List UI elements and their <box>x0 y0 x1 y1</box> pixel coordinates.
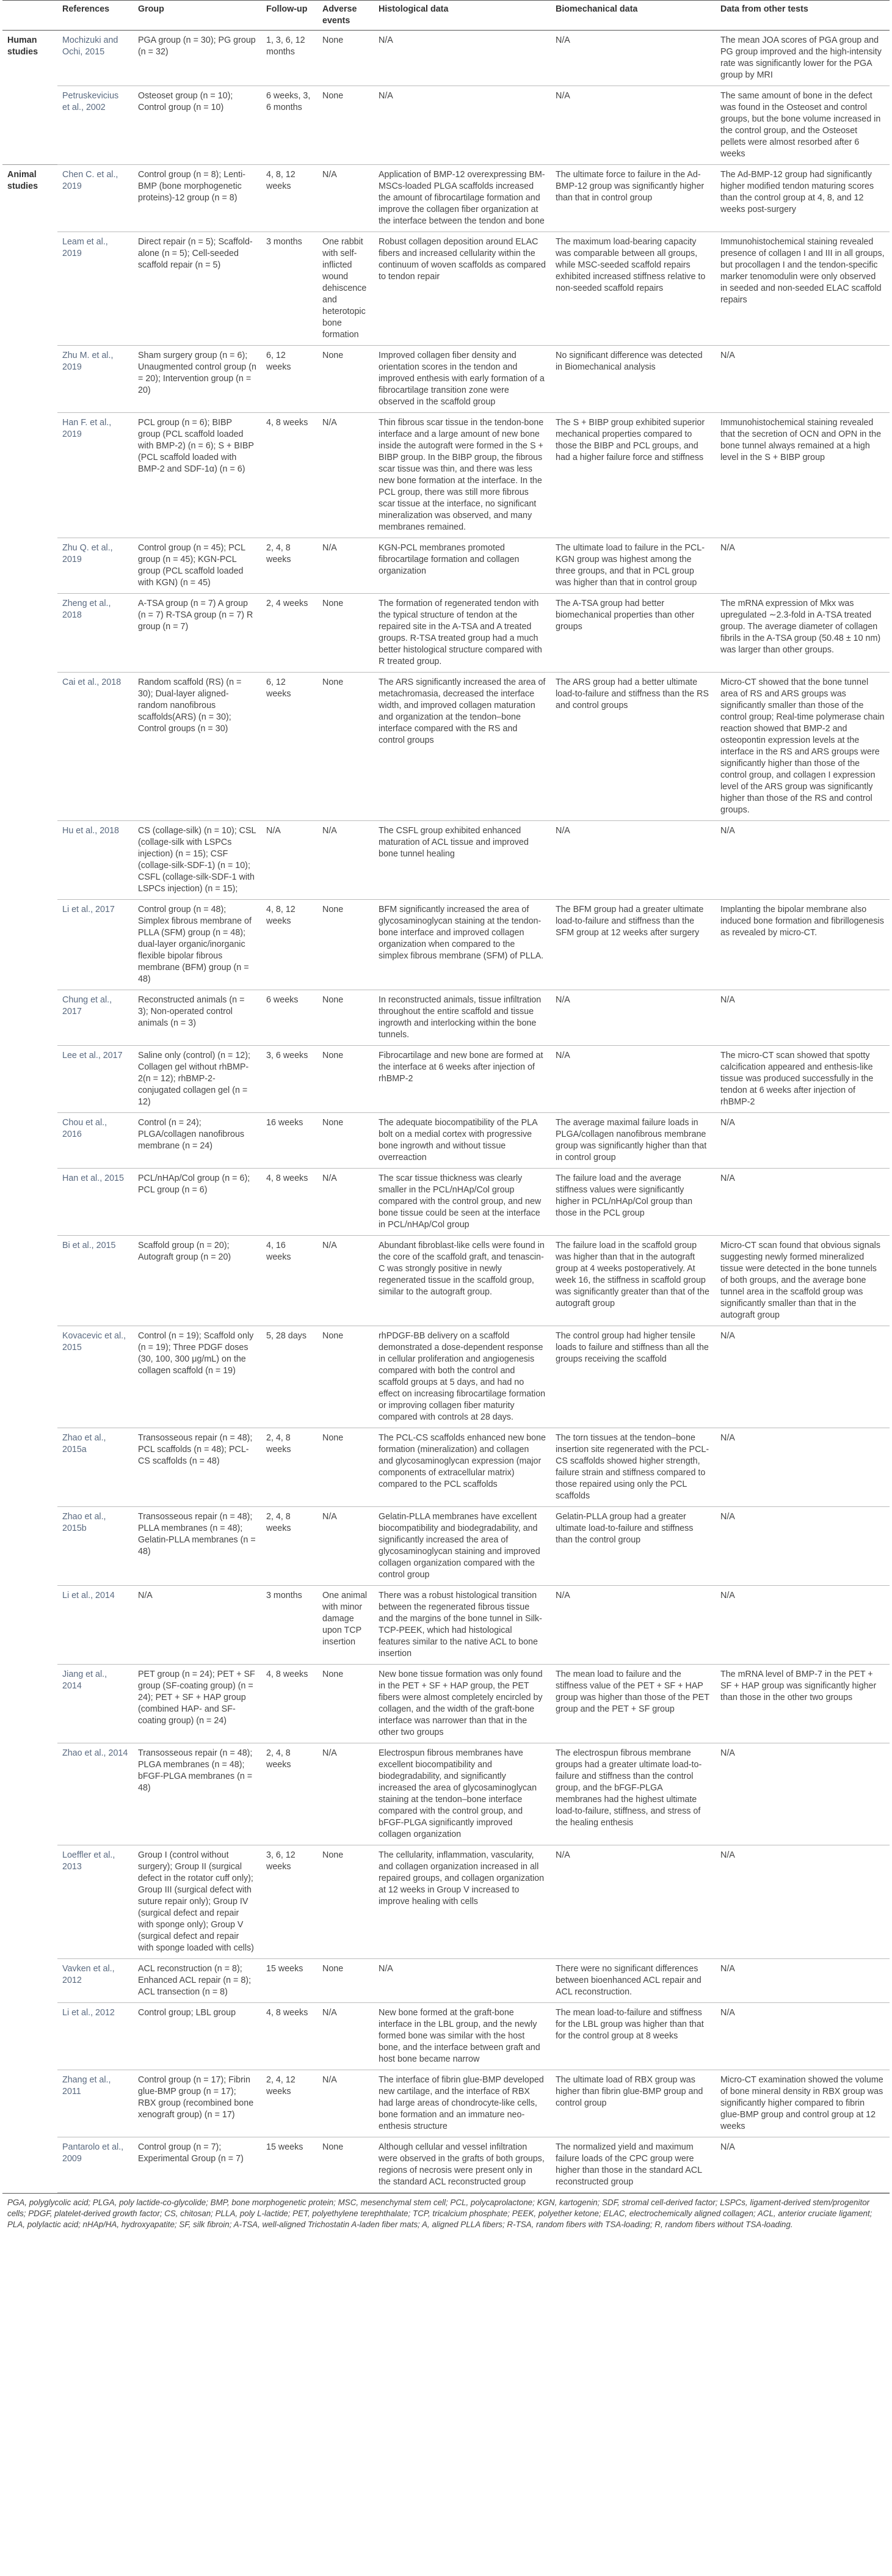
cell-reference[interactable]: Mochizuki and Ochi, 2015 <box>57 31 133 86</box>
cell-group: PGA group (n = 30); PG group (n = 32) <box>133 31 261 86</box>
cell-adverse-events: None <box>317 346 374 413</box>
cell-histological: Abundant fibroblast-like cells were found in the core of the scaffold graft, and tenascin-C was strongly positive in newly regenerated tissue in the scaffold group, similar to the autograft group. <box>374 1236 551 1326</box>
cell-group: Control (n = 24); PLGA/collagen nanofibrous membrane (n = 24) <box>133 1113 261 1169</box>
cell-adverse-events: None <box>317 1665 374 1743</box>
cell-group: PCL/nHAp/Col group (n = 6); PCL group (n = 6) <box>133 1169 261 1236</box>
cell-follow-up: 3, 6 weeks <box>261 1046 317 1113</box>
cell-adverse-events: None <box>317 1959 374 2003</box>
cell-adverse-events: N/A <box>317 1743 374 1845</box>
cell-reference[interactable]: Li et al., 2017 <box>57 900 133 990</box>
cell-histological: BFM significantly increased the area of glycosaminoglycan staining at the tendon-bone interface and improved collagen organization when compared to the simplex fibrous membrane (SFM) of PLLA. <box>374 900 551 990</box>
cell-group: Random scaffold (RS) (n = 30); Dual-layer aligned-random nanofibrous scaffolds(ARS) (n = 30); Control groups (n = 30) <box>133 673 261 821</box>
cell-adverse-events: None <box>317 2137 374 2193</box>
section-category <box>2 2137 57 2193</box>
cell-other-tests: N/A <box>716 1169 890 1236</box>
cell-group: CS (collage-silk) (n = 10); CSL (collage-silk with LSPCs injection) (n = 15); CSF (collage-silk-SDF-1) (n = 10); CSFL (collage-silk-SDF-1 with LSPCs injection) (n = 15); <box>133 821 261 900</box>
cell-other-tests: N/A <box>716 1743 890 1845</box>
section-category <box>2 413 57 538</box>
section-category <box>2 1236 57 1326</box>
cell-adverse-events: One rabbit with self-inflicted wound dehiscence and heterotopic bone formation <box>317 232 374 346</box>
cell-biomechanical: N/A <box>551 1586 716 1665</box>
cell-other-tests: The mRNA expression of Mkx was upregulated ∼2.3-fold in A-TSA treated group. The average diameter of collagen fibrils in the A-TSA group (50.48 ± 10 nm) was larger than other groups. <box>716 594 890 673</box>
section-category <box>2 673 57 821</box>
cell-follow-up: 4, 8 weeks <box>261 1169 317 1236</box>
cell-other-tests: N/A <box>716 2137 890 2193</box>
cell-other-tests: Implanting the bipolar membrane also induced bone formation and fibrillogenesis as revealed by micro-CT. <box>716 900 890 990</box>
cell-adverse-events: None <box>317 1428 374 1507</box>
cell-group: Control group (n = 48); Simplex fibrous membrane of PLLA (SFM) group (n = 48); dual-layer organic/inorganic flexible bipolar fibrous membrane (BFM) group (n = 48) <box>133 900 261 990</box>
cell-follow-up: 4, 8 weeks <box>261 413 317 538</box>
table-row <box>2 990 890 1046</box>
cell-histological: rhPDGF-BB delivery on a scaffold demonstrated a dose-dependent response in cellular proliferation and angiogenesis compared with both the control and scaffold groups at 5 days, and had no effect on increasing fibrocartilage formation or improving collagen fiber maturity compared with controls at 28 days. <box>374 1326 551 1428</box>
cell-follow-up: 1, 3, 6, 12 months <box>261 31 317 86</box>
cell-follow-up: 2, 4, 12 weeks <box>261 2070 317 2137</box>
cell-reference[interactable]: Chou et al., 2016 <box>57 1113 133 1169</box>
cell-histological: The CSFL group exhibited enhanced maturation of ACL tissue and improved bone tunnel healing <box>374 821 551 900</box>
table-row <box>2 232 890 346</box>
cell-group: Saline only (control) (n = 12); Collagen gel without rhBMP-2(n = 12); rhBMP-2-conjugated collagen gel (n = 12) <box>133 1046 261 1113</box>
cell-follow-up: 4, 8, 12 weeks <box>261 165 317 232</box>
header-adverse-events: Adverse events <box>317 1 374 31</box>
cell-follow-up: 15 weeks <box>261 1959 317 2003</box>
table-row <box>2 900 890 990</box>
cell-other-tests: N/A <box>716 990 890 1046</box>
cell-reference[interactable]: Han et al., 2015 <box>57 1169 133 1236</box>
cell-histological: The cellularity, inflammation, vascularity, and collagen organization increased in all repaired groups, and collagen organization at 12 weeks in Group V increased to improve healing with cells <box>374 1845 551 1959</box>
table-row <box>2 2137 890 2193</box>
evidence-table <box>2 0 890 2193</box>
cell-reference[interactable]: Zhu Q. et al., 2019 <box>57 538 133 594</box>
cell-reference[interactable]: Vavken et al., 2012 <box>57 1959 133 2003</box>
cell-adverse-events: N/A <box>317 1507 374 1586</box>
cell-reference[interactable]: Petruskevicius et al., 2002 <box>57 86 133 165</box>
cell-biomechanical: The torn tissues at the tendon–bone insertion site regenerated with the PCL-CS scaffolds showed higher strength, failure strain and stiffness compared to those repaired using only the PCL scaffolds <box>551 1428 716 1507</box>
cell-group: Transosseous repair (n = 48); PCL scaffolds (n = 48); PCL-CS scaffolds (n = 48) <box>133 1428 261 1507</box>
cell-group: PCL group (n = 6); BIBP group (PCL scaffold loaded with BMP-2) (n = 6); S + BIBP (PCL scaffold loaded with BMP-2 and SDF-1α) (n = 6) <box>133 413 261 538</box>
table-row <box>2 1845 890 1959</box>
cell-biomechanical: N/A <box>551 821 716 900</box>
cell-follow-up: 4, 8 weeks <box>261 2003 317 2070</box>
cell-histological: Application of BMP-12 overexpressing BM-MSCs-loaded PLGA scaffolds increased the amount of fibrocartilage formation and improve the collagen fiber organization at the interface between the tendon and bone <box>374 165 551 232</box>
table-row <box>2 31 890 86</box>
cell-biomechanical: The maximum load-bearing capacity was comparable between all groups, while MSC-seeded scaffold repairs exhibited increased stiffness relative to non-seeded scaffold repairs <box>551 232 716 346</box>
cell-adverse-events: None <box>317 86 374 165</box>
table-row <box>2 673 890 821</box>
cell-group: Direct repair (n = 5); Scaffold-alone (n = 5); Cell-seeded scaffold repair (n = 5) <box>133 232 261 346</box>
table-row <box>2 2070 890 2137</box>
cell-histological: Fibrocartilage and new bone are formed at the interface at 6 weeks after injection of rhBMP-2 <box>374 1046 551 1113</box>
cell-follow-up: 4, 8, 12 weeks <box>261 900 317 990</box>
cell-reference[interactable]: Pantarolo et al., 2009 <box>57 2137 133 2193</box>
table-row <box>2 1665 890 1743</box>
cell-biomechanical: N/A <box>551 1046 716 1113</box>
cell-histological: The scar tissue thickness was clearly smaller in the PCL/nHAp/Col group compared with the control group, and new bone tissue could be seen at the interface in PCL/nHAp/Col group <box>374 1169 551 1236</box>
cell-biomechanical: No significant difference was detected in Biomechanical analysis <box>551 346 716 413</box>
cell-adverse-events: N/A <box>317 821 374 900</box>
cell-reference[interactable]: Zhao et al., 2015a <box>57 1428 133 1507</box>
cell-histological: The formation of regenerated tendon with the typical structure of tendon at the repaired site in the A-TSA and A treated groups. R-TSA treated group had a much better histological structure compared with R treated group. <box>374 594 551 673</box>
section-category <box>2 1326 57 1428</box>
cell-reference[interactable]: Kovacevic et al., 2015 <box>57 1326 133 1428</box>
header-references: References <box>57 1 133 31</box>
cell-other-tests: N/A <box>716 1326 890 1428</box>
table-row <box>2 1586 890 1665</box>
cell-histological: The adequate biocompatibility of the PLA bolt on a medial cortex with progressive bone ingrowth and without tissue overreaction <box>374 1113 551 1169</box>
section-category <box>2 1507 57 1586</box>
cell-other-tests: The mean JOA scores of PGA group and PG group improved and the high-intensity rate was significantly lower for the PGA group by MRI <box>716 31 890 86</box>
cell-biomechanical: N/A <box>551 31 716 86</box>
cell-follow-up: 3, 6, 12 weeks <box>261 1845 317 1959</box>
cell-adverse-events: N/A <box>317 2003 374 2070</box>
cell-follow-up: 3 months <box>261 232 317 346</box>
cell-biomechanical: The BFM group had a greater ultimate load-to-failure and stiffness than the SFM group at 12 weeks after surgery <box>551 900 716 990</box>
cell-biomechanical: The failure load in the scaffold group was higher than that in the autograft group at 4 weeks postoperatively. At week 16, the stiffness in scaffold group was significantly greater than that of the autograft group <box>551 1236 716 1326</box>
section-category <box>2 1428 57 1507</box>
cell-histological: There was a robust histological transition between the regenerated fibrous tissue and the margins of the bone tunnel in Silk-TCP-PEEK, which had histological features similar to the native ACL to bone insertion <box>374 1586 551 1665</box>
section-category <box>2 1845 57 1959</box>
cell-histological: The ARS significantly increased the area of metachromasia, decreased the interface width, and improved collagen maturation and organization at the tendon–bone interface compared with the RS and control groups <box>374 673 551 821</box>
section-category <box>2 1046 57 1113</box>
section-category <box>2 346 57 413</box>
cell-reference[interactable]: Loeffler et al., 2013 <box>57 1845 133 1959</box>
section-category <box>2 232 57 346</box>
cell-histological: Robust collagen deposition around ELAC fibers and increased cellularity within the continuum of woven scaffolds as compared to tendon repair <box>374 232 551 346</box>
cell-biomechanical: The ARS group had a better ultimate load-to-failure and stiffness than the RS and control groups <box>551 673 716 821</box>
section-category <box>2 900 57 990</box>
cell-reference[interactable]: Jiang et al., 2014 <box>57 1665 133 1743</box>
cell-group: A-TSA group (n = 7) A group (n = 7) R-TSA group (n = 7) R group (n = 7) <box>133 594 261 673</box>
section-category <box>2 1743 57 1845</box>
section-category <box>2 1959 57 2003</box>
header-category <box>2 1 57 31</box>
cell-other-tests: The Ad-BMP-12 group had significantly higher modified tendon maturing scores than the control group at 4, 8, and 12 weeks post-surgery <box>716 165 890 232</box>
cell-biomechanical: The mean load to failure and the stiffness value of the PET + SF + HAP group was higher than those of the PET group and the PET + SF group <box>551 1665 716 1743</box>
cell-adverse-events: N/A <box>317 1169 374 1236</box>
table-row <box>2 1326 890 1428</box>
cell-biomechanical: The mean load-to-failure and stiffness for the LBL group was higher than that for the control group at 8 weeks <box>551 2003 716 2070</box>
cell-histological: Electrospun fibrous membranes have excellent biocompatibility and biodegradability, and significantly increased the area of glycosaminoglycan staining at the tendon–bone interface compared with the control group, and bFGF-PLGA significantly improved collagen organization <box>374 1743 551 1845</box>
section-category: Animal studies <box>2 165 57 232</box>
cell-follow-up: N/A <box>261 821 317 900</box>
cell-biomechanical: N/A <box>551 1845 716 1959</box>
cell-biomechanical: The normalized yield and maximum failure loads of the CPC group were higher than those in the standard ACL reconstructed group <box>551 2137 716 2193</box>
cell-other-tests: The mRNA level of BMP-7 in the PET + SF + HAP group was significantly higher than those in the other two groups <box>716 1665 890 1743</box>
section-category <box>2 821 57 900</box>
cell-other-tests: The same amount of bone in the defect was found in the Osteoset and control groups, but the bone volume increased in the control group, and the Osteoset pellets were almost resorbed after 6 weeks <box>716 86 890 165</box>
cell-group: Transosseous repair (n = 48); PLLA membranes (n = 48); Gelatin-PLLA membranes (n = 48) <box>133 1507 261 1586</box>
cell-biomechanical: N/A <box>551 990 716 1046</box>
section-category <box>2 86 57 165</box>
table-row <box>2 1507 890 1586</box>
cell-biomechanical: The A-TSA group had better biomechanical properties than other groups <box>551 594 716 673</box>
header-biomechanical-data: Biomechanical data <box>551 1 716 31</box>
cell-reference[interactable]: Chen C. et al., 2019 <box>57 165 133 232</box>
cell-follow-up: 3 months <box>261 1586 317 1665</box>
table-row <box>2 1428 890 1507</box>
table-row <box>2 821 890 900</box>
cell-other-tests: Immunohistochemical staining revealed that the secretion of OCN and OPN in the bone tunnel always remained at a high level in the S + BIBP group <box>716 413 890 538</box>
cell-follow-up: 6 weeks <box>261 990 317 1046</box>
cell-group: Sham surgery group (n = 6); Unaugmented control group (n = 20); Intervention group (n = 20) <box>133 346 261 413</box>
cell-adverse-events: None <box>317 31 374 86</box>
cell-biomechanical: The ultimate force to failure in the Ad-BMP-12 group was significantly higher than that in control group <box>551 165 716 232</box>
cell-histological: New bone formed at the graft-bone interface in the LBL group, and the newly formed bone was similar with the host bone, and the interface between graft and host bone became narrow <box>374 2003 551 2070</box>
table-row <box>2 346 890 413</box>
cell-group: Scaffold group (n = 20); Autograft group (n = 20) <box>133 1236 261 1326</box>
cell-histological: Improved collagen fiber density and orientation scores in the tendon and improved enthesis with early formation of a fibrocartilage transition zone were observed in the scaffold group <box>374 346 551 413</box>
table-row <box>2 594 890 673</box>
cell-reference[interactable]: Hu et al., 2018 <box>57 821 133 900</box>
cell-histological: Although cellular and vessel infiltration were observed in the grafts of both groups, regions of necrosis were present only in the standard ACL reconstructed group <box>374 2137 551 2193</box>
cell-follow-up: 2, 4, 8 weeks <box>261 1428 317 1507</box>
cell-group: Control (n = 19); Scaffold only (n = 19); Three PDGF doses (30, 100, 300 μg/mL) on the collagen scaffold (n = 19) <box>133 1326 261 1428</box>
cell-group: Control group (n = 8); Lenti-BMP (bone morphogenetic proteins)-12 group (n = 8) <box>133 165 261 232</box>
cell-adverse-events: N/A <box>317 413 374 538</box>
cell-biomechanical: Gelatin-PLLA group had a greater ultimate load-to-failure and stiffness than the control group <box>551 1507 716 1586</box>
cell-biomechanical: The S + BIBP group exhibited superior mechanical properties compared to those the BIBP and PCL groups, and had a higher failure force and stiffness <box>551 413 716 538</box>
cell-other-tests: N/A <box>716 1428 890 1507</box>
cell-group: Control group (n = 17); Fibrin glue-BMP group (n = 17); RBX group (recombined bone xenograft group) (n = 17) <box>133 2070 261 2137</box>
cell-group: Reconstructed animals (n = 3); Non-operated control animals (n = 3) <box>133 990 261 1046</box>
table-body <box>2 31 890 2193</box>
cell-group: Osteoset group (n = 10); Control group (n = 10) <box>133 86 261 165</box>
cell-histological: In reconstructed animals, tissue infiltration throughout the entire scaffold and tissue ingrowth and interlocking within the bone tunnels. <box>374 990 551 1046</box>
cell-follow-up: 6, 12 weeks <box>261 673 317 821</box>
cell-other-tests: N/A <box>716 821 890 900</box>
cell-reference[interactable]: Li et al., 2014 <box>57 1586 133 1665</box>
cell-other-tests: The micro-CT scan showed that spotty calcification appeared and enthesis-like tissue was produced successfully in the tendon at 6 weeks after injection of rhBMP-2 <box>716 1046 890 1113</box>
table-row <box>2 538 890 594</box>
cell-follow-up: 2, 4, 8 weeks <box>261 1507 317 1586</box>
table-row <box>2 1046 890 1113</box>
cell-reference[interactable]: Cai et al., 2018 <box>57 673 133 821</box>
cell-follow-up: 6, 12 weeks <box>261 346 317 413</box>
table-row <box>2 413 890 538</box>
section-category <box>2 1665 57 1743</box>
cell-group: PET group (n = 24); PET + SF group (SF-coating group) (n = 24); PET + SF + HAP group (combined HAP- and SF-coating group) (n = 24) <box>133 1665 261 1743</box>
cell-reference[interactable]: Li et al., 2012 <box>57 2003 133 2070</box>
cell-group: N/A <box>133 1586 261 1665</box>
table-row <box>2 165 890 232</box>
cell-group: Group I (control without surgery); Group II (surgical defect in the rotator cuff only); Group III (surgical defect with suture repair only); Group IV (surgical defect and repair with sponge only); Group V (surgical defect and repair with sponge loaded with cells) <box>133 1845 261 1959</box>
section-category <box>2 990 57 1046</box>
table-row <box>2 1959 890 2003</box>
cell-group: Control group (n = 45); PCL group (n = 45); KGN-PCL group (PCL scaffold loaded with KGN) (n = 45) <box>133 538 261 594</box>
section-category <box>2 1586 57 1665</box>
cell-histological: KGN-PCL membranes promoted fibrocartilage formation and collagen organization <box>374 538 551 594</box>
cell-biomechanical: There were no significant differences between bioenhanced ACL repair and ACL reconstruction. <box>551 1959 716 2003</box>
cell-reference[interactable]: Han F. et al., 2019 <box>57 413 133 538</box>
cell-biomechanical: The ultimate load to failure in the PCL-KGN group was highest among the three groups, and that in PCL group was higher than that in control group <box>551 538 716 594</box>
cell-adverse-events: None <box>317 990 374 1046</box>
cell-follow-up: 5, 28 days <box>261 1326 317 1428</box>
cell-adverse-events: None <box>317 1113 374 1169</box>
cell-biomechanical: The ultimate load of RBX group was higher than fibrin glue-BMP group and control group <box>551 2070 716 2137</box>
cell-reference[interactable]: Bi et al., 2015 <box>57 1236 133 1326</box>
cell-other-tests: Micro-CT examination showed the volume of bone mineral density in RBX group was significantly higher compared to fibrin glue-BMP group and control group at 12 weeks <box>716 2070 890 2137</box>
cell-other-tests: N/A <box>716 1845 890 1959</box>
cell-biomechanical: The failure load and the average stiffness values were significantly higher in PCL/nHAp/Col group than those in the PCL group <box>551 1169 716 1236</box>
cell-reference[interactable]: Lee et al., 2017 <box>57 1046 133 1113</box>
cell-histological: N/A <box>374 31 551 86</box>
cell-adverse-events: None <box>317 1046 374 1113</box>
cell-reference[interactable]: Zheng et al., 2018 <box>57 594 133 673</box>
section-category <box>2 1169 57 1236</box>
cell-other-tests: N/A <box>716 1959 890 2003</box>
cell-follow-up: 2, 4 weeks <box>261 594 317 673</box>
header-follow-up: Follow-up <box>261 1 317 31</box>
cell-adverse-events: One animal with minor damage upon TCP insertion <box>317 1586 374 1665</box>
header-group: Group <box>133 1 261 31</box>
cell-other-tests: N/A <box>716 1586 890 1665</box>
cell-reference[interactable]: Zhao et al., 2014 <box>57 1743 133 1845</box>
cell-adverse-events: N/A <box>317 2070 374 2137</box>
cell-reference[interactable]: Zhao et al., 2015b <box>57 1507 133 1586</box>
cell-adverse-events: N/A <box>317 1236 374 1326</box>
cell-other-tests: Micro-CT showed that the bone tunnel area of RS and ARS groups was significantly smaller than those of the control group; Real-time polymerase chain reaction showed that BMP-2 and osteopontin expression levels at the interface in the RS and ARS groups were significantly higher than those of the control group, and collagen I expression level of the ARS group was significantly higher than those of the RS and control groups. <box>716 673 890 821</box>
cell-other-tests: N/A <box>716 2003 890 2070</box>
cell-adverse-events: None <box>317 1326 374 1428</box>
section-category <box>2 2003 57 2070</box>
table-row <box>2 1169 890 1236</box>
cell-histological: The PCL-CS scaffolds enhanced new bone formation (mineralization) and collagen and glycosaminoglycan expression (major components of extracellular matrix) compared to the PCL scaffolds <box>374 1428 551 1507</box>
cell-biomechanical: N/A <box>551 86 716 165</box>
cell-histological: N/A <box>374 86 551 165</box>
cell-group: Transosseous repair (n = 48); PLGA membranes (n = 48); bFGF-PLGA membranes (n = 48) <box>133 1743 261 1845</box>
cell-follow-up: 16 weeks <box>261 1113 317 1169</box>
cell-adverse-events: None <box>317 673 374 821</box>
cell-histological: Gelatin-PLLA membranes have excellent biocompatibility and biodegradability, and significantly increased the area of glycosaminoglycan staining and improved collagen organization compared with the control group <box>374 1507 551 1586</box>
cell-other-tests: N/A <box>716 1507 890 1586</box>
cell-follow-up: 2, 4, 8 weeks <box>261 538 317 594</box>
cell-biomechanical: The control group had higher tensile loads to failure and stiffness than all the groups receiving the scaffold <box>551 1326 716 1428</box>
cell-adverse-events: None <box>317 594 374 673</box>
cell-biomechanical: The average maximal failure loads in PLGA/collagen nanofibrous membrane group was significantly higher than that in control group <box>551 1113 716 1169</box>
cell-follow-up: 4, 8 weeks <box>261 1665 317 1743</box>
table-row <box>2 86 890 165</box>
cell-histological: N/A <box>374 1959 551 2003</box>
cell-biomechanical: The electrospun fibrous membrane groups had a greater ultimate load-to-failure and stiffness than the control group, and the bFGF-PLGA membranes had the highest ultimate load-to-failure, stiffness, and stress of the healing enthesis <box>551 1743 716 1845</box>
cell-reference[interactable]: Leam et al., 2019 <box>57 232 133 346</box>
table-row <box>2 1113 890 1169</box>
cell-other-tests: N/A <box>716 346 890 413</box>
cell-adverse-events: N/A <box>317 538 374 594</box>
cell-other-tests: N/A <box>716 538 890 594</box>
cell-follow-up: 4, 16 weeks <box>261 1236 317 1326</box>
cell-adverse-events: None <box>317 900 374 990</box>
cell-reference[interactable]: Zhang et al., 2011 <box>57 2070 133 2137</box>
section-category <box>2 538 57 594</box>
section-category: Human studies <box>7 35 38 57</box>
cell-reference[interactable]: Chung et al., 2017 <box>57 990 133 1046</box>
cell-histological: New bone tissue formation was only found in the PET + SF + HAP group, the PET fibers were almost completely encircled by collagen, and the width of the graft-bone interface was narrower than that in the other two groups <box>374 1665 551 1743</box>
cell-group: Control group (n = 7); Experimental Group (n = 7) <box>133 2137 261 2193</box>
cell-follow-up: 6 weeks, 3, 6 months <box>261 86 317 165</box>
cell-other-tests: Immunohistochemical staining revealed presence of collagen I and III in all groups, but procollagen I and the tendon-specific marker tenomodulin were only observed in seeded and non-seeded ELAC scaffold repairs <box>716 232 890 346</box>
cell-adverse-events: N/A <box>317 165 374 232</box>
header-other-tests: Data from other tests <box>716 1 890 31</box>
cell-group: ACL reconstruction (n = 8); Enhanced ACL repair (n = 8); ACL transection (n = 8) <box>133 1959 261 2003</box>
cell-follow-up: 15 weeks <box>261 2137 317 2193</box>
header-row <box>2 1 890 31</box>
cell-follow-up: 2, 4, 8 weeks <box>261 1743 317 1845</box>
table-row <box>2 1236 890 1326</box>
cell-histological: The interface of fibrin glue-BMP developed new cartilage, and the interface of RBX had large areas of chondrocyte-like cells, bone formation and an immature neo-enthesis structure <box>374 2070 551 2137</box>
cell-histological: Thin fibrous scar tissue in the tendon-bone interface and a large amount of new bone inside the autograft were formed in the S + BIBP group. In the BIBP group, the fibrous scar tissue was thin, and there was less new bone formation at the interface. In the PCL group, there was still more fibrous scar tissue at the interface, no significant mineralization was observed, and many membranes remained. <box>374 413 551 538</box>
table-footnote: PGA, polyglycolic acid; PLGA, poly lactide-co-glycolide; BMP, bone morphogenetic protein; MSC, mesenchymal stem cell; PCL, polycaprolactone; KGN, kartogenin; SDF, stromal cell-derived factor; LSPCs, ligament-derived stem/progenitor cells; PDGF, platelet-derived growth factor; CS, chitosan; PLLA, poly L-lactide; PET, polyethylene terephthalate; TCP, tricalcium phosphate; PEEK, polyether ketone; ELAC, electrochemically aligned collagen; ACL, anterior cruciate ligament; PLA, polylactic acid; nHAp/HA, hydroxyapatite; SF, silk fibroin; A-TSA, well-aligned Trichostatin A-laden fiber mats; A, aligned PLLA fibers; R-TSA, random fibers with TSA-loading; R, random fibers without TSA-loading. <box>2 2193 890 2234</box>
cell-adverse-events: None <box>317 1845 374 1959</box>
header-histological-data: Histological data <box>374 1 551 31</box>
cell-group: Control group; LBL group <box>133 2003 261 2070</box>
section-category <box>2 594 57 673</box>
section-category <box>2 2070 57 2137</box>
table-row <box>2 2003 890 2070</box>
cell-other-tests: Micro-CT scan found that obvious signals suggesting newly formed mineralized tissue were detected in the bone tunnels of both groups, and the average bone tunnel area in the scaffold group was significantly smaller than that in the autograft group <box>716 1236 890 1326</box>
section-category <box>2 1113 57 1169</box>
cell-other-tests: N/A <box>716 1113 890 1169</box>
table-row <box>2 1743 890 1845</box>
cell-reference[interactable]: Zhu M. et al., 2019 <box>57 346 133 413</box>
